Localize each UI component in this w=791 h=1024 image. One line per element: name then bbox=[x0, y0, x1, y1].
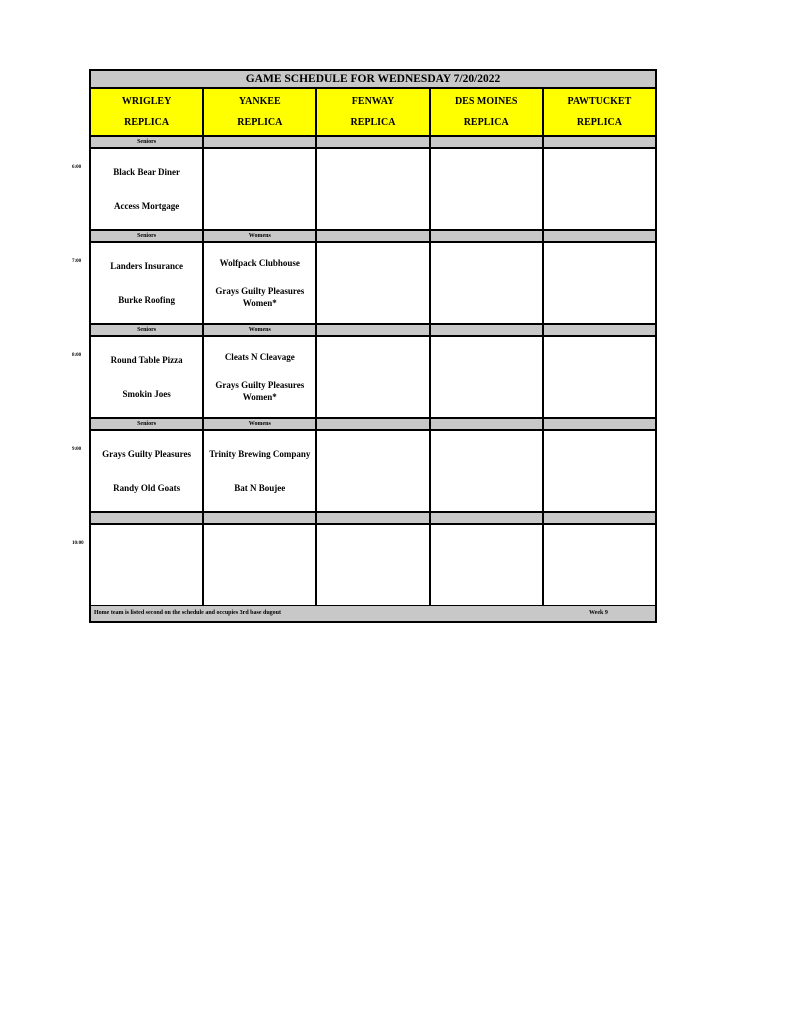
field-header-row bbox=[91, 89, 655, 137]
game-cell bbox=[431, 149, 544, 229]
division-label bbox=[431, 231, 544, 241]
game-cell bbox=[431, 431, 544, 511]
field-sub: REPLICA bbox=[576, 117, 622, 128]
game-slot-row bbox=[91, 431, 655, 513]
division-label: Womens bbox=[204, 419, 317, 429]
game-cell bbox=[91, 243, 204, 323]
game-cell bbox=[544, 243, 655, 323]
division-label bbox=[431, 419, 544, 429]
home-team: Bat N Boujee bbox=[234, 483, 286, 493]
division-label bbox=[317, 231, 430, 241]
field-sub: REPLICA bbox=[350, 117, 396, 128]
field-name: FENWAY bbox=[351, 96, 395, 107]
away-team: Grays Guilty Pleasures bbox=[102, 449, 192, 459]
game-cell bbox=[544, 149, 655, 229]
away-team: Landers Insurance bbox=[110, 261, 183, 271]
division-label bbox=[544, 419, 655, 429]
home-team-note: Home team is listed second on the schedule and occupies 3rd base dugout bbox=[94, 610, 282, 616]
game-slot-row bbox=[91, 149, 655, 231]
division-label bbox=[317, 325, 430, 335]
game-cell bbox=[431, 525, 544, 605]
game-slot-row bbox=[91, 243, 655, 325]
field-header-fenway bbox=[317, 89, 430, 135]
game-cell bbox=[431, 337, 544, 417]
game-cell bbox=[91, 431, 204, 511]
home-team: Grays Guilty Pleasures Women* bbox=[215, 380, 305, 402]
division-label: Womens bbox=[204, 231, 317, 241]
away-team: Trinity Brewing Company bbox=[209, 449, 311, 459]
division-label bbox=[431, 137, 544, 147]
game-cell bbox=[317, 149, 430, 229]
home-team: Grays Guilty Pleasures Women* bbox=[215, 286, 305, 308]
field-sub: REPLICA bbox=[463, 117, 509, 128]
division-label bbox=[544, 231, 655, 241]
field-header-wrigley bbox=[91, 89, 204, 135]
week-label: Week 9 bbox=[589, 610, 608, 616]
schedule-title: GAME SCHEDULE FOR WEDNESDAY 7/20/2022 bbox=[91, 71, 655, 89]
division-label-row bbox=[91, 513, 655, 525]
away-team: Round Table Pizza bbox=[110, 355, 183, 365]
division-label: Seniors bbox=[91, 325, 204, 335]
division-label-row bbox=[91, 325, 655, 337]
home-team: Burke Roofing bbox=[118, 295, 175, 305]
field-name: DES MOINES bbox=[454, 96, 518, 107]
home-team: Access Mortgage bbox=[113, 201, 180, 211]
division-label bbox=[317, 137, 430, 147]
game-cell bbox=[544, 337, 655, 417]
division-label: Seniors bbox=[91, 419, 204, 429]
slot-time: 6:00 bbox=[72, 165, 82, 170]
game-cell bbox=[431, 243, 544, 323]
away-team: Cleats N Cleavage bbox=[224, 352, 295, 362]
division-label bbox=[317, 419, 430, 429]
game-cell bbox=[544, 525, 655, 605]
division-label bbox=[204, 513, 317, 523]
away-team: Wolfpack Clubhouse bbox=[219, 258, 300, 268]
field-header-des-moines bbox=[431, 89, 544, 135]
field-name: PAWTUCKET bbox=[567, 96, 632, 107]
field-sub: REPLICA bbox=[237, 117, 283, 128]
division-label bbox=[317, 513, 430, 523]
division-label bbox=[204, 137, 317, 147]
away-team: Black Bear Diner bbox=[113, 167, 181, 177]
game-cell bbox=[91, 149, 204, 229]
division-label: Seniors bbox=[91, 137, 204, 147]
division-label-row bbox=[91, 419, 655, 431]
slot-time: 10:00 bbox=[72, 541, 84, 546]
game-cell bbox=[317, 337, 430, 417]
game-slot-row bbox=[91, 525, 655, 607]
field-header-pawtucket bbox=[544, 89, 655, 135]
division-label: Seniors bbox=[91, 231, 204, 241]
division-label bbox=[431, 513, 544, 523]
field-sub: REPLICA bbox=[124, 117, 170, 128]
division-label: Womens bbox=[204, 325, 317, 335]
game-cell bbox=[317, 525, 430, 605]
field-name: YANKEE bbox=[238, 96, 281, 107]
slot-time: 7:00 bbox=[72, 259, 82, 264]
division-label bbox=[544, 513, 655, 523]
game-cell bbox=[204, 149, 317, 229]
division-label-row bbox=[91, 137, 655, 149]
game-cell bbox=[91, 525, 204, 605]
game-cell bbox=[91, 337, 204, 417]
game-cell bbox=[204, 431, 317, 511]
division-label bbox=[544, 325, 655, 335]
slot-time: 9:00 bbox=[72, 447, 82, 452]
schedule-sheet bbox=[89, 69, 657, 623]
home-team: Smokin Joes bbox=[122, 389, 171, 399]
division-label bbox=[431, 325, 544, 335]
game-cell bbox=[317, 431, 430, 511]
game-cell bbox=[204, 337, 317, 417]
division-label bbox=[91, 513, 204, 523]
field-header-yankee bbox=[204, 89, 317, 135]
game-cell bbox=[204, 525, 317, 605]
division-label-row bbox=[91, 231, 655, 243]
home-team: Randy Old Goats bbox=[113, 483, 181, 493]
division-label bbox=[544, 137, 655, 147]
game-slot-row bbox=[91, 337, 655, 419]
game-cell bbox=[544, 431, 655, 511]
slot-time: 8:00 bbox=[72, 353, 82, 358]
schedule-footer bbox=[91, 606, 655, 621]
game-cell bbox=[204, 243, 317, 323]
field-name: WRIGLEY bbox=[121, 96, 172, 107]
game-cell bbox=[317, 243, 430, 323]
